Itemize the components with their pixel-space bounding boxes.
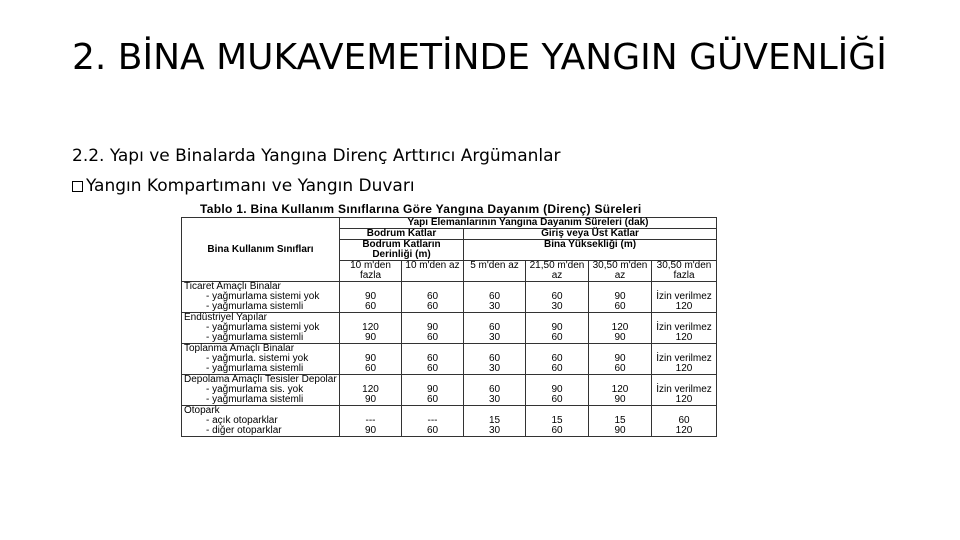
value-cell: 15 [589, 416, 652, 426]
value-cell: 60 [340, 364, 402, 375]
row-label: - diğer otoparklar [182, 426, 340, 437]
value-cell: 90 [589, 426, 652, 437]
value-cell: 30 [464, 302, 526, 313]
value-cell: 90 [589, 354, 652, 364]
row-label: - yağmurlama sistemi yok [182, 323, 340, 333]
value-cell: --- [402, 416, 464, 426]
value-cell: 90 [402, 323, 464, 333]
group-title: Otopark [182, 406, 340, 417]
col-head: 10 m'den fazla [340, 261, 402, 282]
value-cell: İzin verilmez [652, 323, 717, 333]
table-row [182, 302, 717, 313]
value-cell: 60 [526, 354, 589, 364]
group-title: Ticaret Amaçlı Binalar [182, 282, 340, 293]
value-cell: 60 [464, 385, 526, 395]
value-cell: 60 [402, 395, 464, 406]
value-cell: 90 [589, 292, 652, 302]
value-cell: 60 [464, 323, 526, 333]
value-cell: 90 [340, 354, 402, 364]
row-label: - yağmurlama sistemli [182, 395, 340, 406]
group-title: Toplanma Amaçlı Binalar [182, 344, 340, 355]
value-cell: 120 [589, 385, 652, 395]
value-cell: 90 [526, 385, 589, 395]
value-cell: 60 [464, 354, 526, 364]
value-cell: 60 [526, 333, 589, 344]
row-label: - yağmurlama sistemi yok [182, 292, 340, 302]
header-building-height: Bina Yüksekliği (m) [464, 240, 717, 261]
row-label: - yağmurlama sistemli [182, 302, 340, 313]
header-basement: Bodrum Katlar [340, 229, 464, 240]
value-cell: 120 [652, 333, 717, 344]
value-cell: 60 [526, 426, 589, 437]
value-cell: 30 [464, 333, 526, 344]
header-upper: Giriş veya Üst Katlar [464, 229, 717, 240]
value-cell: 90 [589, 333, 652, 344]
value-cell: 120 [652, 302, 717, 313]
fire-resistance-table [181, 217, 716, 540]
table-caption: Tablo 1. Bina Kullanım Sınıflarına Göre Yangına Dayanım (Direnç) Süreleri [200, 202, 642, 216]
table-row [182, 364, 717, 375]
bullet-item [72, 176, 415, 196]
value-cell: İzin verilmez [652, 354, 717, 364]
checkbox-bullet-icon [72, 181, 83, 192]
group-title: Depolama Amaçlı Tesisler Depolar [182, 375, 340, 386]
value-cell: 120 [340, 323, 402, 333]
row-label: - yağmurla. sistemi yok [182, 354, 340, 364]
value-cell: 120 [652, 395, 717, 406]
row-label: - yağmurlama sistemli [182, 364, 340, 375]
value-cell: 60 [652, 416, 717, 426]
value-cell: 30 [464, 426, 526, 437]
slide-title: 2. BİNA MUKAVEMETİNDE YANGIN GÜVENLİĞİ [72, 37, 887, 78]
group-title: Endüstriyel Yapılar [182, 313, 340, 324]
value-cell: 30 [464, 364, 526, 375]
value-cell: 60 [526, 364, 589, 375]
value-cell: 60 [464, 292, 526, 302]
value-cell: 60 [526, 395, 589, 406]
value-cell: 120 [589, 323, 652, 333]
value-cell: 90 [340, 292, 402, 302]
value-cell: 60 [402, 364, 464, 375]
value-cell: İzin verilmez [652, 292, 717, 302]
value-cell: 120 [652, 364, 717, 375]
table-body [182, 282, 717, 437]
col-head: 30,50 m'den fazla [652, 261, 717, 282]
value-cell: 90 [589, 395, 652, 406]
table-row [182, 333, 717, 344]
table-row [182, 426, 717, 437]
value-cell: 15 [526, 416, 589, 426]
value-cell: 30 [464, 395, 526, 406]
value-cell: 90 [402, 385, 464, 395]
row-label: - açık otoparklar [182, 416, 340, 426]
col-head: 21,50 m'den az [526, 261, 589, 282]
value-cell: 30 [526, 302, 589, 313]
col-head: 5 m'den az [464, 261, 526, 282]
bullet-text: Yangın Kompartımanı ve Yangın Duvarı [86, 176, 415, 196]
value-cell: 120 [652, 426, 717, 437]
col-head: 30,50 m'den az [589, 261, 652, 282]
value-cell: 60 [402, 333, 464, 344]
col-head: 10 m'den az [402, 261, 464, 282]
value-cell: 120 [340, 385, 402, 395]
table-row [182, 395, 717, 406]
value-cell: 60 [589, 302, 652, 313]
header-class: Bina Kullanım Sınıfları [182, 218, 340, 282]
value-cell: 60 [402, 302, 464, 313]
value-cell: --- [340, 416, 402, 426]
value-cell: 60 [402, 426, 464, 437]
value-cell: 90 [340, 333, 402, 344]
row-label: - yağmurlama sis. yok [182, 385, 340, 395]
header-top: Yapı Elemanlarının Yangına Dayanım Süreleri (dak) [340, 218, 717, 229]
value-cell: 60 [340, 302, 402, 313]
value-cell: 60 [589, 364, 652, 375]
value-cell: 60 [402, 292, 464, 302]
row-label: - yağmurlama sistemli [182, 333, 340, 344]
value-cell: 90 [340, 395, 402, 406]
header-basement-depth: Bodrum Katların Derinliği (m) [340, 240, 464, 261]
value-cell: 60 [526, 292, 589, 302]
value-cell: İzin verilmez [652, 385, 717, 395]
value-cell: 15 [464, 416, 526, 426]
value-cell: 60 [402, 354, 464, 364]
slide-subtitle: 2.2. Yapı ve Binalarda Yangına Direnç Arttırıcı Argümanlar [72, 146, 561, 166]
value-cell: 90 [340, 426, 402, 437]
value-cell: 90 [526, 323, 589, 333]
